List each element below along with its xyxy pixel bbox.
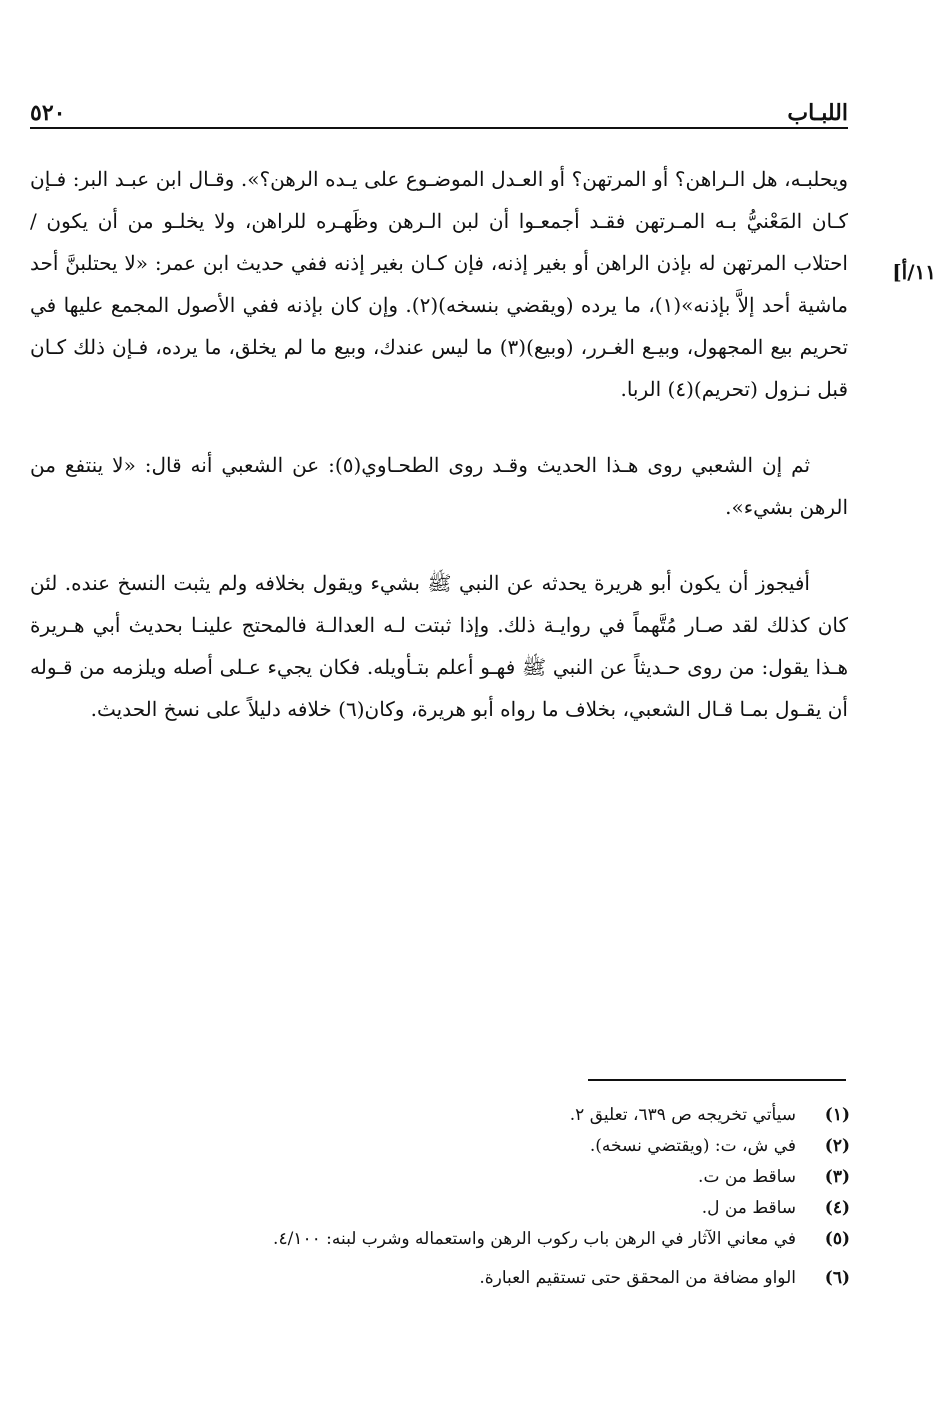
- footnote-item: [120, 1263, 850, 1294]
- footnote-text: في ش، ت: (ويقتضي نسخه).: [589, 1136, 796, 1156]
- header-rule: [30, 127, 848, 129]
- footnote-number: (٦): [824, 1268, 850, 1288]
- footnote-item: [120, 1100, 850, 1131]
- footnote-text: الواو مضافة من المحقق حتى تستقيم العبارة.: [479, 1268, 796, 1288]
- main-text: [30, 158, 848, 730]
- running-title: اللبـاب: [787, 100, 848, 126]
- footnote-text: ساقط من ت.: [698, 1167, 796, 1187]
- footnote-number: (٢): [824, 1136, 850, 1156]
- footnote-number: (٣): [824, 1167, 850, 1187]
- footnote-number: (٤): [824, 1198, 850, 1218]
- marginal-folio-note: ١١/أ]: [892, 260, 936, 284]
- footnote-text: في معاني الآثار في الرهن باب ركوب الرهن واستعماله وشرب لبنه: ٤/١٠٠.: [273, 1229, 796, 1249]
- page-header: [30, 86, 848, 126]
- footnote-item: [120, 1224, 850, 1255]
- footnote-item: [120, 1193, 850, 1224]
- footnote-text: ساقط من ل.: [701, 1198, 796, 1218]
- paragraph-3: أفيجوز أن يكون أبو هريرة يحدثه عن النبي ﷺ بشيء ويقول بخلافه ولم يثبت النسخ عنده. لئن كان كذلك لقد صـار مُتَّهماً في روايـة ذلك. وإذا ثبتت لـه العدالـة فالمحتج علينـا بحديث أبي هـريرة هـذا يقول: من روى حـديثاً عن النبي ﷺ فهـو أعلم بتـأويله. فكان يجيء عـلى أصله ويلزمه من قـوله أن يقـول بمـا قـال الشعبي، بخلاف ما رواه أبو هريرة، وكان(٦) خلافه دليلاً على نسخ الحديث.: [30, 571, 848, 721]
- footnote-text: سيأتي تخريجه ص ٦٣٩، تعليق ٢.: [569, 1105, 796, 1125]
- footnote-rule: [588, 1079, 846, 1081]
- footnote-item: [120, 1162, 850, 1193]
- footnote-item: [120, 1131, 850, 1162]
- paragraph-1: ويحلبـه، هل الـراهن؟ أو المرتهن؟ أو العـدل الموضـوع على يـده الرهن؟». وقـال ابن عبـد البر: فـإن كـان المَعْنيُّ بـه المـرتهن فقـد أجمعـوا أن لبن الـرهن وظَهـره للراهن، ولا يخلـو من أن يكون / احتلاب المرتهن له بإذن الراهن أو بغير إذنه، فإن كـان بغير إذنه ففي حديث ابن عمر: «لا يحتلبنَّ أحد ماشية أحد إلاَّ بإذنه»(١)، ما يرده (ويقضي بنسخه)(٢). وإن كان بإذنه ففي الأصول المجمع عليها في تحريم بيع المجهول، وبيـع الغـرر، (وبيع)(٣) ما ليس عندك، وبيع ما لم يخلق، ما يرده، فـإن ذلك كـان قبل نـزول (تحريم)(٤) الربا.: [30, 167, 849, 401]
- footnote-number: (٥): [824, 1229, 850, 1249]
- footnote-number: (١): [824, 1105, 850, 1125]
- page-number: ٥٢٠: [30, 100, 66, 126]
- paragraph-2: ثم إن الشعبي روى هـذا الحديث وقـد روى الطحـاوي(٥): عن الشعبي أنه قال: «لا ينتفع من الرهن بشيء».: [30, 453, 848, 519]
- footnotes: [120, 1100, 850, 1294]
